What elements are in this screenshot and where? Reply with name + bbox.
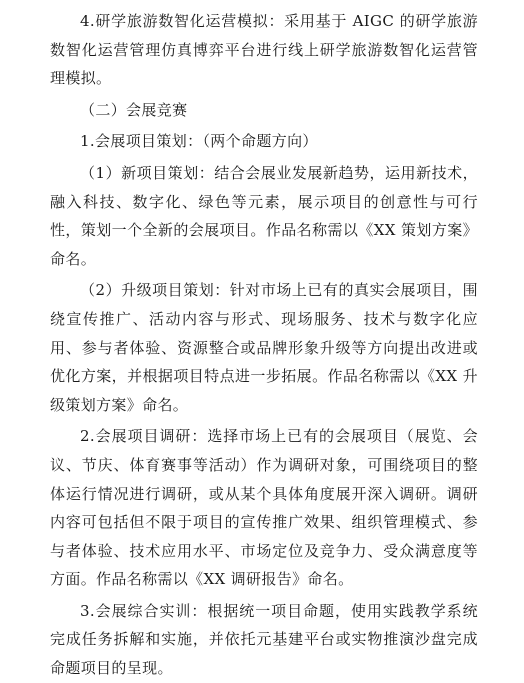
paragraph-project-research: 2.会展项目调研：选择市场上已有的会展项目（展览、会议、节庆、体育赛事等活动）作为调研对象，可围绕项目的整体运行情况进行调研，或从某个具体角度展开深入调研。调研内容可包括但不限于项目的宣传推广效果、组织管理模式、参与者体验、技术应用水平、市场定位及竞争力、受众满意度等方面。作品名称需以《XX 调研报告》命名。 (50, 427, 478, 589)
paragraph-project-planning: 1.会展项目策划：（两个命题方向） (80, 132, 318, 151)
paragraph-new-project-planning: （1）新项目策划：结合会展业发展新趋势，运用新技术，融入科技、数字化、绿色等元素，展示项目的创意性与可行性，策划一个全新的会展项目。作品名称需以《XX 策划方案》命名。 (50, 163, 478, 268)
paragraph-tourism-simulation: 4.研学旅游数智化运营模拟：采用基于 AIGC 的研学旅游数智化运营管理仿真博弈平台进行线上研学旅游数智化运营管理模拟。 (50, 12, 478, 88)
section-heading-exhibition-competition: （二）会展竞赛 (80, 100, 188, 119)
paragraph-comprehensive-training: 3.会展综合实训：根据统一项目命题，使用实践教学系统完成任务拆解和实施，并依托元基建平台或实物推演沙盘完成命题项目的呈现。 (50, 601, 478, 678)
paragraph-upgrade-project-planning: （2）升级项目策划：针对市场上已有的真实会展项目，围绕宣传推广、活动内容与形式、现场服务、技术与数字化应用、参与者体验、资源整合或品牌形象升级等方向提出改进或优化方案，并根据项目特点进一步拓展。作品名称需以《XX 升级策划方案》命名。 (50, 281, 478, 414)
